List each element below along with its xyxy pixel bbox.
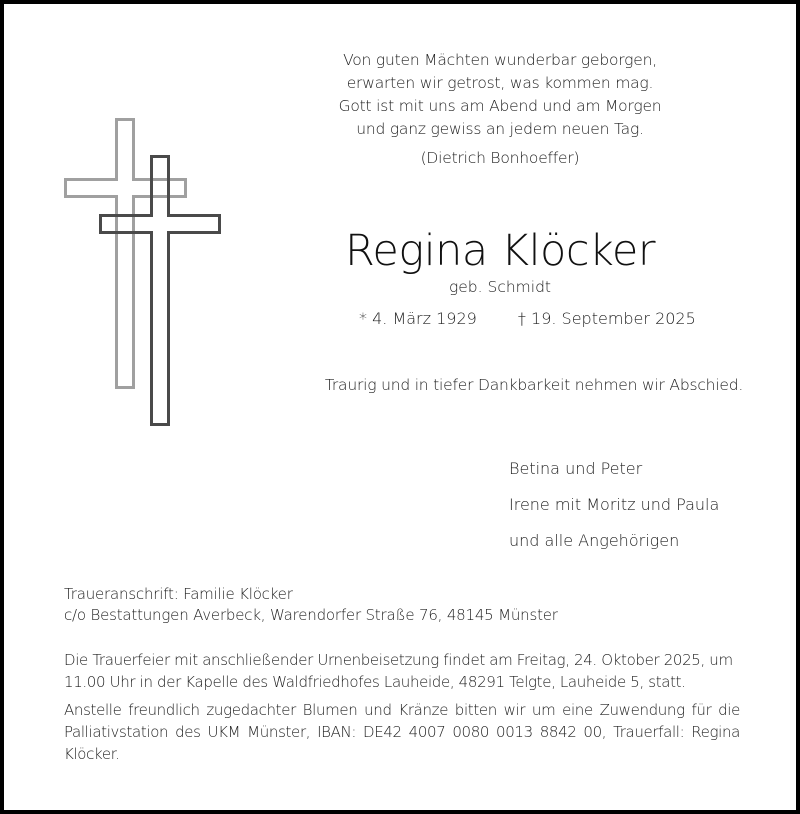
death-date: † 19. September 2025 — [517, 309, 696, 328]
address-line-2: c/o Bestattungen Averbeck, Warendorfer Straße 76, 48145 Münster — [64, 606, 558, 624]
funeral-service-info: Die Trauerfeier mit anschließender Urnenbeisetzung findet am Freitag, 24. Oktober 2025, um 11.00 Uhr in der Kapelle des Waldfriedhofes Lauheide, 48291 Telgte, Lauheide 5, statt. — [64, 651, 733, 691]
address-line-1: Traueranschrift: Familie Klöcker — [64, 585, 293, 603]
family-member: und alle Angehörigen — [509, 531, 680, 550]
maiden-name: geb. Schmidt — [448, 278, 552, 296]
poem-line: erwarten wir getrost, was kommen mag. — [346, 74, 654, 92]
poem-quote — [300, 49, 700, 170]
crosses-icon — [4, 4, 244, 444]
poem-line: Von guten Mächten wunderbar geborgen, — [343, 51, 657, 69]
family-list — [509, 451, 719, 559]
poem-line: Gott ist mit uns am Abend und am Morgen — [338, 97, 662, 115]
family-member: Betina und Peter — [509, 459, 643, 478]
mourning-address — [64, 584, 558, 626]
donation-info: Anstelle freundlich zugedachter Blumen und Kränze bitten wir um eine Zuwendung für die Palliativstation des UKM Münster, IBAN: DE42 4007 0080 0013 8842 00, Trauerfall: Regina Klöcker. — [64, 701, 740, 763]
deceased-name: Regina Klöcker — [344, 226, 656, 276]
obituary-page — [4, 4, 796, 810]
life-dates — [359, 309, 696, 328]
poem-author: (Dietrich Bonhoeffer) — [420, 149, 580, 167]
poem-line: und ganz gewiss an jedem neuen Tag. — [356, 120, 644, 138]
birth-date: * 4. März 1929 — [359, 309, 477, 328]
family-member: Irene mit Moritz und Paula — [509, 495, 720, 514]
farewell-text: Traurig und in tiefer Dankbarkeit nehmen wir Abschied. — [324, 376, 744, 394]
